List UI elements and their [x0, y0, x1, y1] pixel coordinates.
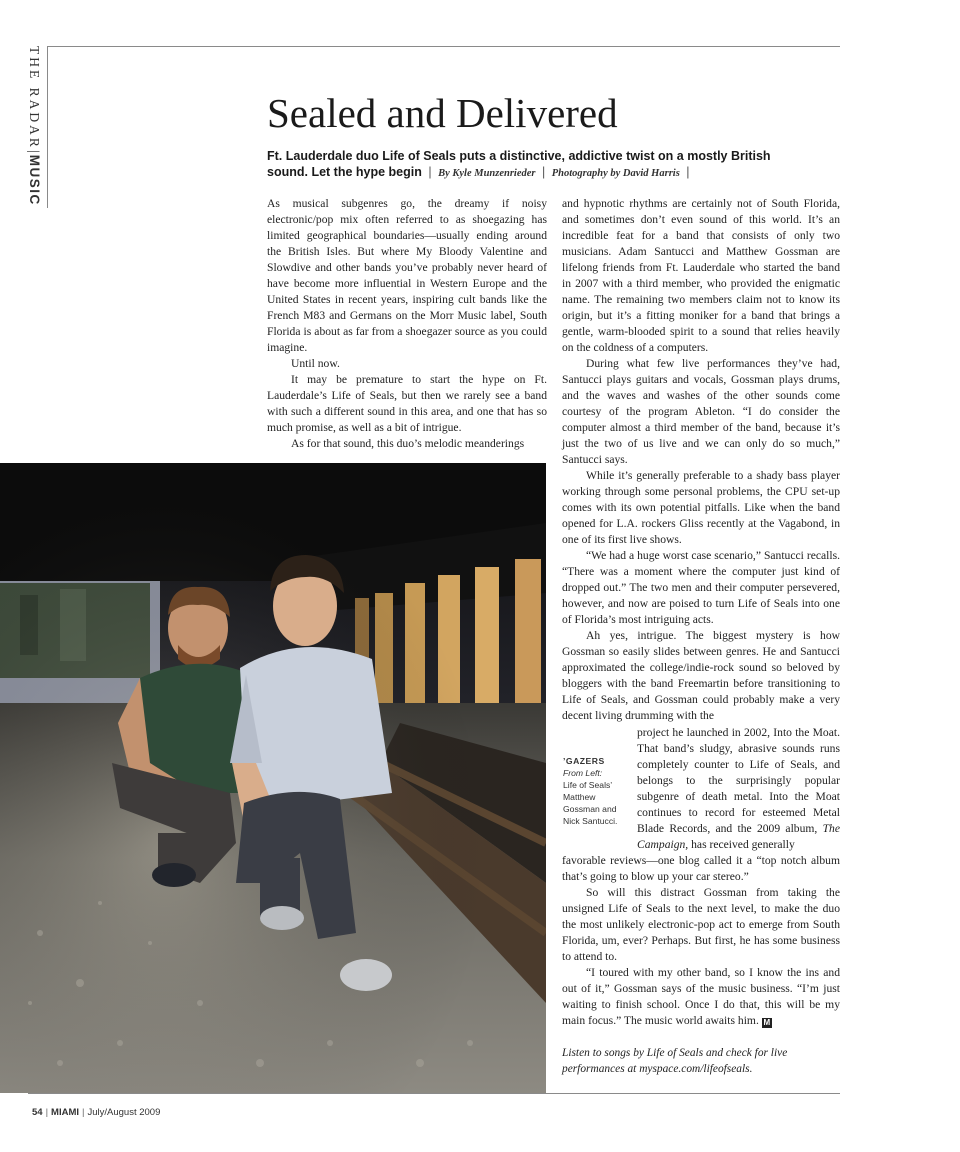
credit-divider: |	[542, 165, 546, 179]
wrap-text: project he launched in 2002, Into the Moat. That band’s sludgy, abrasive sounds runs completely counter to Life of Seals, and belongs to the surprisingly popular subgenre of death metal. Into the Moat continues to record for esteemed Metal Blade Records, and the 2009 album,	[637, 726, 840, 835]
photo-credit: Photography by David Harris	[551, 168, 680, 179]
caption-head: ’GAZERS	[563, 756, 605, 766]
paragraph: It may be premature to start the hype on Ft. Lauderdale’s Life of Seals, but then we rarely see a band with such a different sound in this area, and one that has so much promise, as well as a bit of intrigue.	[267, 373, 547, 434]
paragraph: While it’s generally preferable to a shady bass player working through some personal problems, the CPU set-up comes with its own potential pitfalls. Like when the band opened for L.A. rockers Gliss recently at the Vagabond, in one of its first live shows.	[562, 469, 840, 546]
wrap-tail: has received generally	[691, 838, 795, 851]
paragraph: Until now.	[291, 357, 340, 370]
paragraph: “We had a huge worst case scenario,” Santucci recalls. “There was a moment where the computer just kind of dropped out.” The two men and their computer persevered, however, and now are poised to turn Life of Seals into one of Florida’s most intriguing acts.	[562, 549, 840, 626]
end-divider: |	[686, 165, 690, 179]
paragraph: and hypnotic rhythms are certainly not of South Florida, and sometimes don’t even sound of this world. It’s an incredible feat for a band that consists of only two musicians. Adam Santucci and Matthew Gossman are lifelong friends from Ft. Lauderdale who started the band in 2007 with a third member, who provided the enigmatic name. The remaining two members claim not to know its origin, but it’s a fitting moniker for a band that brings a gentle, warm-blooded spirit to a sound that relies heavily on the coldness of a computers.	[562, 197, 840, 354]
last-paragraph-text: “I toured with my other band, so I know the ins and out of it,” Gossman says of the music business. “I’m just waiting to finish school. Once I do that, this will be my main focus.” The music world awaits him.	[562, 966, 840, 1027]
paragraph: So will this distract Gossman from taking the unsigned Life of Seals to the next level, to make the duo the most unlikely electronic-pop act to emerge from South Florida, um, ever? Perhaps. But first, he has some business to attend to.	[562, 886, 840, 963]
band-photo	[0, 463, 546, 1093]
column-2-bottom	[562, 853, 840, 1029]
paragraph: As musical subgenres go, the dreamy if noisy electronic/pop mix often referred to as shoegazing has limited geographical boundaries—usually ending around the British Isles. But where My Bloody Valentine and Slowdive and other bands you’ve probably never heard of have become more influential in Western Europe and the United States in recent years, inspiring cult bands like the French M83 and Germans on the Morr Music label, South Florida is about as far from a shoegazer source as you could imagine.	[267, 197, 547, 354]
section-separator: |	[27, 149, 42, 155]
folio-separator: |	[82, 1107, 85, 1118]
paragraph: Ah yes, intrigue. The biggest mystery is how Gossman so easily slides between genres. He and Santucci approximated the college/indie-rock sound so beloved by bloggers with the band Freemartin before transitioning to Life of Seals, and Gossman could probably make a very decent living drumming with the	[562, 629, 840, 722]
issue-date: July/August 2009	[87, 1107, 161, 1118]
section-name: THE RADAR	[27, 46, 42, 150]
photo-caption	[563, 755, 633, 827]
headline: Sealed and Delivered	[267, 90, 618, 136]
left-rule	[47, 46, 48, 208]
paragraph: During what few live performances they’ve had, Santucci plays guitars and vocals, Gossman plays drums, and the waves and washes of the other sounds come courtesy of the program Ableton. “I do consider the computer almost a third member of the band, because it’s just the two of us live and we can only do so much,” Santucci says.	[562, 357, 840, 466]
folio-separator: |	[45, 1107, 49, 1118]
byline: By Kyle Munzenrieder	[438, 168, 536, 179]
folio	[32, 1107, 160, 1118]
page-number: 54	[32, 1107, 43, 1118]
deck-divider: |	[428, 165, 432, 179]
band-photo-illustration	[0, 463, 546, 1093]
caption-from: From Left:	[563, 768, 603, 778]
section-label	[22, 46, 42, 216]
top-rule	[47, 46, 840, 47]
column-2-top	[562, 196, 840, 724]
album-title: The Campaign,	[637, 822, 840, 851]
deck-text: Ft. Lauderdale duo Life of Seals puts a distinctive, addictive twist on a mostly British sound. Let the hype begin	[267, 149, 771, 179]
bottom-rule	[28, 1093, 840, 1094]
paragraph: As for that sound, this duo’s melodic meanderings	[291, 437, 525, 450]
paragraph-wrap	[637, 725, 840, 853]
magazine-name: MIAMI	[51, 1107, 80, 1118]
caption-text: Life of Seals’ Matthew Gossman and Nick Santucci.	[563, 780, 618, 826]
paragraph-last	[562, 965, 840, 1029]
end-mark-icon: M	[763, 1018, 771, 1027]
section-category: MUSIC	[27, 154, 42, 206]
column-2-wrap	[637, 725, 840, 853]
column-1	[267, 196, 547, 452]
tagline: Listen to songs by Life of Seals and check for live performances at myspace.com/lifeofseals.	[562, 1047, 788, 1075]
deck	[267, 148, 787, 182]
paragraph: favorable reviews—one blog called it a “top notch album that’s going to blow up your car stereo.”	[562, 854, 840, 883]
